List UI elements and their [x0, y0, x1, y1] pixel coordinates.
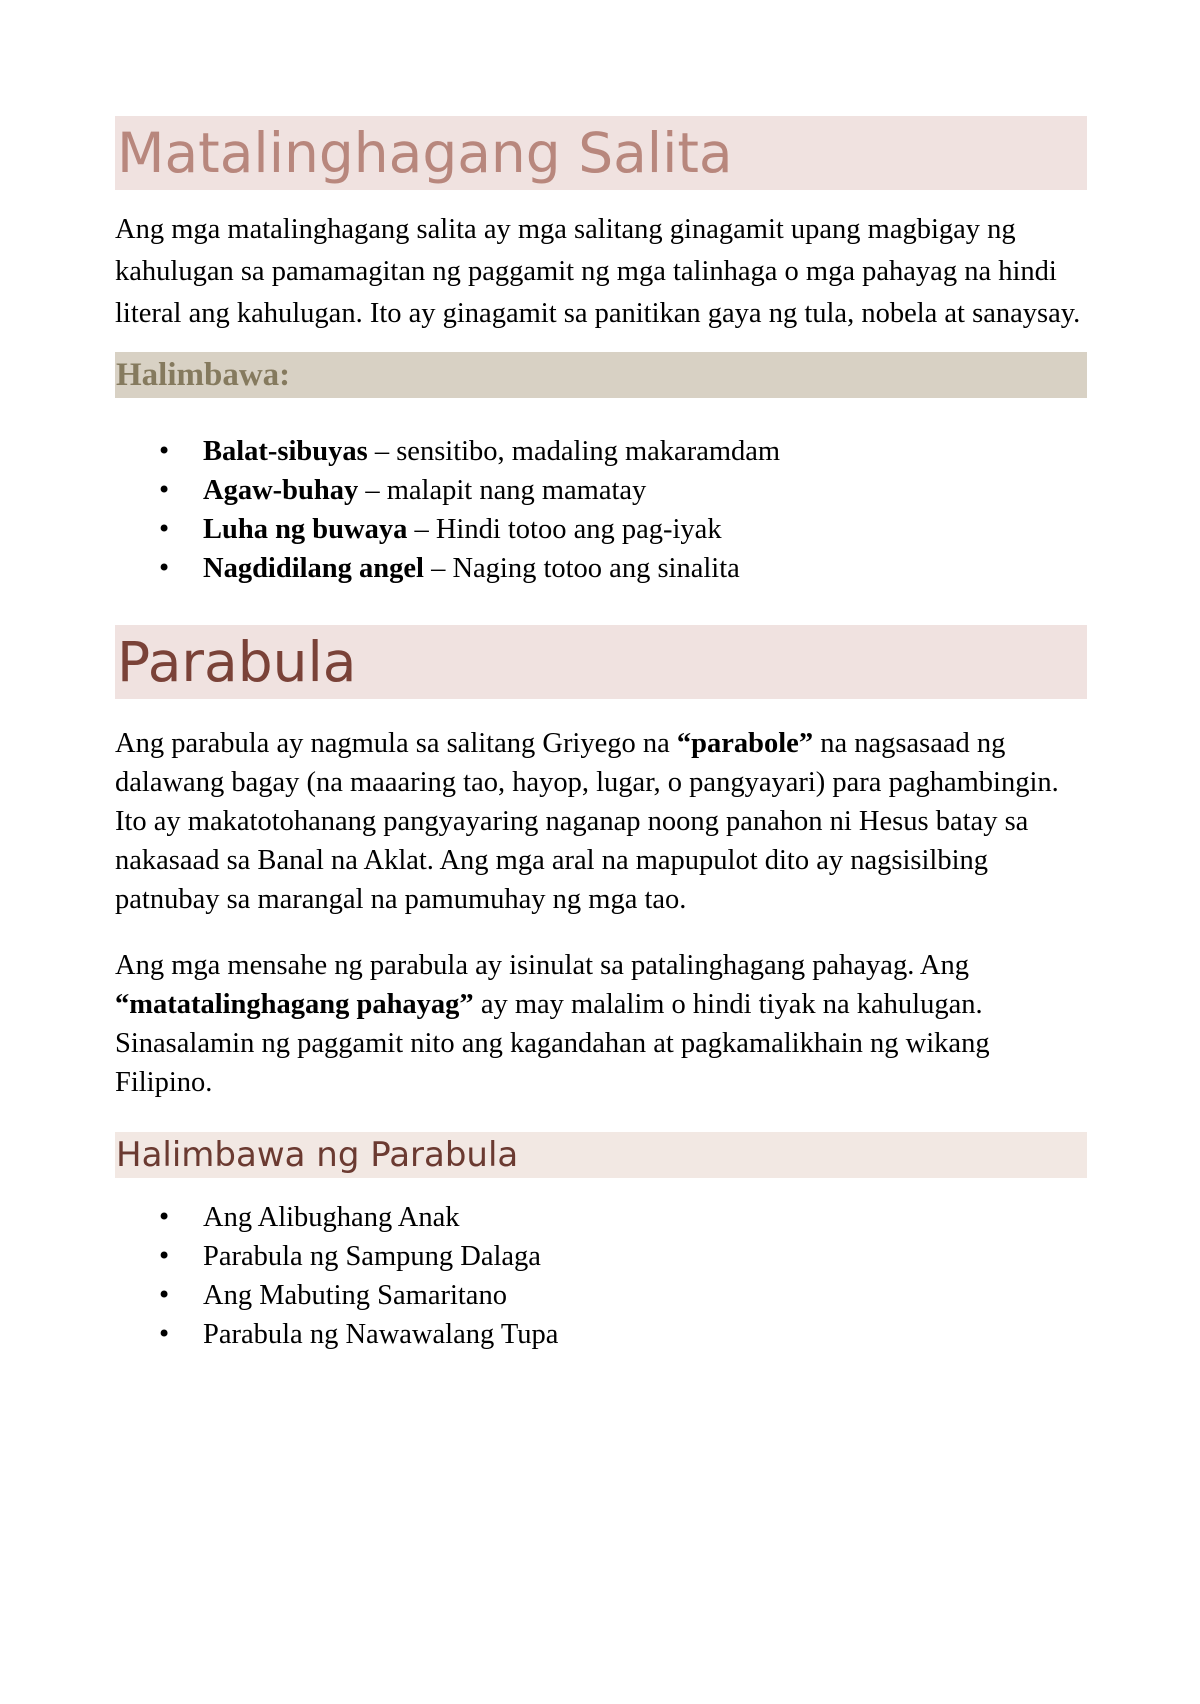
idiom-meaning: – Hindi totoo ang pag-iyak — [407, 514, 722, 545]
parables-list — [115, 1198, 1087, 1354]
document-page — [115, 116, 1087, 1354]
list-item: • Ang Mabuting Samaritano — [115, 1276, 1087, 1315]
idiom-term: Balat-sibuyas — [203, 436, 368, 467]
intro-paragraph: Ang mga matalinghagang salita ay mga salitang ginagamit upang magbigay ng kahulugan sa pamamagitan ng paggamit ng mga talinhaga o mga pahayag na hindi literal ang kahulugan. Ito ay ginagamit sa panitikan gaya ng tula, nobela at sanaysay. — [115, 214, 1081, 329]
text-run: ay may malalim o hindi tiyak na kahulugan. Sinasalamin ng paggamit nito ang kagandahan at pagkamalikhain ng wikang Filipino. — [115, 989, 990, 1098]
text-run: na nagsasaad ng dalawang bagay (na maaaring tao, hayop, lugar, o pangyayari) para paghambingin. Ito ay makatotohanang pangyayaring naganap noong panahon ni Hesus batay sa nakasaad sa Banal na Aklat. Ang mga aral na mapupulot dito ay nagsisilbing patnubay sa marangal na pamumuhay ng mga tao. — [115, 728, 1059, 915]
text-run: Ang mga mensahe ng parabula ay isinulat sa patalinghagang pahayag. Ang — [115, 950, 969, 981]
list-item — [115, 432, 1087, 471]
bold-term: “matatalinghagang pahayag” — [115, 989, 474, 1020]
section-title-matalinghagang-salita: Matalinghagang Salita — [115, 116, 1087, 190]
idiom-term: Luha ng buwaya — [203, 514, 408, 545]
text-run: Ang parabula ay nagmula sa salitang Griyego na — [115, 728, 677, 759]
idioms-list — [115, 432, 1087, 588]
list-item: • Parabula ng Sampung Dalaga — [115, 1237, 1087, 1276]
parabula-message-paragraph — [115, 946, 1087, 1102]
section-title-parabula: Parabula — [115, 625, 1087, 699]
examples-heading: Halimbawa: — [115, 352, 1087, 398]
bold-term: “parabole” — [676, 728, 814, 759]
list-item: • Parabula ng Nawawalang Tupa — [115, 1315, 1087, 1354]
list-item — [115, 510, 1087, 549]
idiom-meaning: – malapit nang mamatay — [358, 475, 647, 506]
list-item: • Ang Alibughang Anak — [115, 1198, 1087, 1237]
list-item — [115, 471, 1087, 510]
idiom-meaning: – Naging totoo ang sinalita — [423, 553, 740, 584]
idiom-meaning: – sensitibo, madaling makaramdam — [367, 436, 781, 467]
list-item — [115, 549, 1087, 588]
parabula-definition-paragraph — [115, 724, 1087, 919]
parabula-examples-heading: Halimbawa ng Parabula — [115, 1132, 1087, 1178]
idiom-term: Agaw-buhay — [203, 475, 359, 506]
idiom-term: Nagdidilang angel — [203, 553, 424, 584]
